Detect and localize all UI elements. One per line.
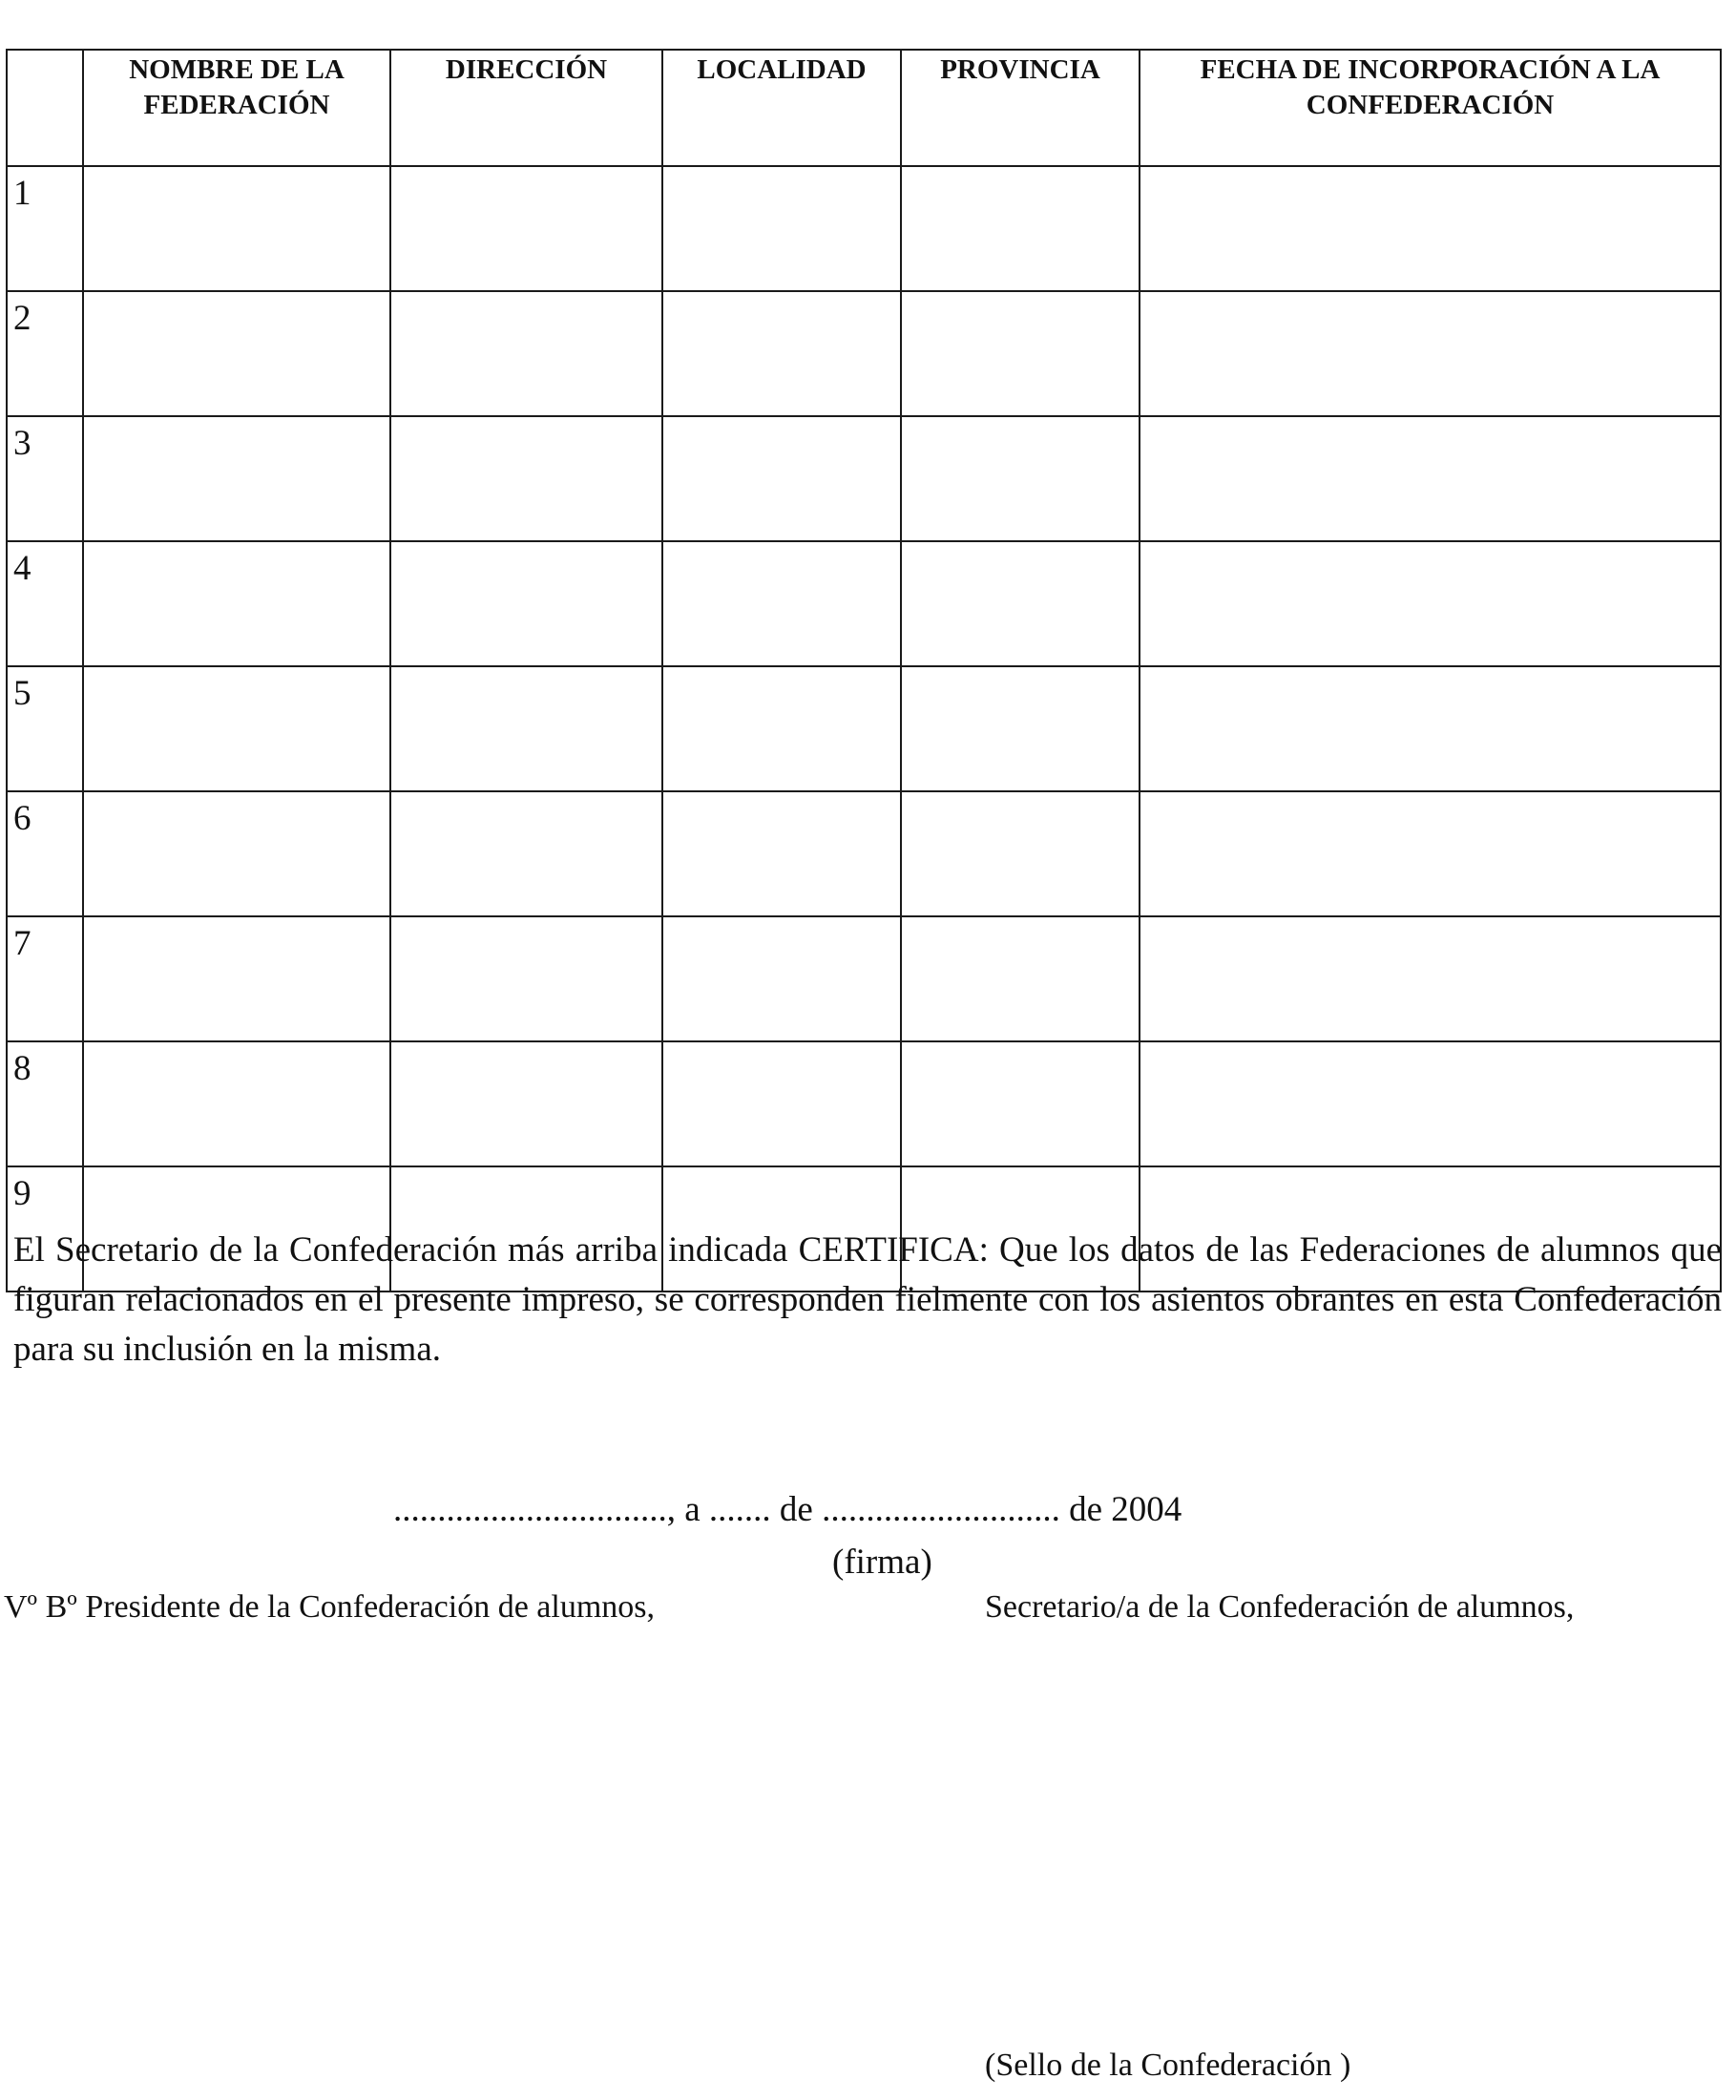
table-row: [7, 666, 1721, 791]
province-cell[interactable]: [901, 666, 1140, 791]
federation-name-cell[interactable]: [83, 666, 390, 791]
address-cell[interactable]: [390, 916, 662, 1041]
row-number: 6: [7, 791, 83, 916]
row-number: 8: [7, 1041, 83, 1166]
federation-name-cell[interactable]: [83, 916, 390, 1041]
table-row: [7, 916, 1721, 1041]
locality-cell[interactable]: [662, 416, 901, 541]
incorporation-date-cell[interactable]: [1140, 166, 1721, 291]
incorporation-date-cell[interactable]: [1140, 666, 1721, 791]
incorporation-date-cell[interactable]: [1140, 541, 1721, 666]
address-cell[interactable]: [390, 1041, 662, 1166]
province-cell[interactable]: [901, 541, 1140, 666]
locality-cell[interactable]: [662, 291, 901, 416]
row-number: 3: [7, 416, 83, 541]
locality-cell[interactable]: [662, 541, 901, 666]
province-cell[interactable]: [901, 1041, 1140, 1166]
province-cell[interactable]: [901, 291, 1140, 416]
header-province: PROVINCIA: [901, 50, 1140, 166]
header-incorporation-date: FECHA DE INCORPORACIÓN A LA CONFEDERACIÓN: [1140, 50, 1721, 166]
row-number: 4: [7, 541, 83, 666]
province-cell[interactable]: [901, 791, 1140, 916]
row-number: 2: [7, 291, 83, 416]
address-cell[interactable]: [390, 666, 662, 791]
table-row: [7, 166, 1721, 291]
address-cell[interactable]: [390, 166, 662, 291]
locality-cell[interactable]: [662, 666, 901, 791]
table-row: [7, 416, 1721, 541]
locality-cell[interactable]: [662, 1041, 901, 1166]
locality-cell[interactable]: [662, 166, 901, 291]
province-cell[interactable]: [901, 166, 1140, 291]
incorporation-date-cell[interactable]: [1140, 791, 1721, 916]
header-address: DIRECCIÓN: [390, 50, 662, 166]
table-row: [7, 291, 1721, 416]
seal-label: (Sello de la Confederación ): [985, 2048, 1351, 2083]
incorporation-date-cell[interactable]: [1140, 291, 1721, 416]
province-cell[interactable]: [901, 916, 1140, 1041]
locality-cell[interactable]: [662, 791, 901, 916]
header-federation-name: NOMBRE DE LA FEDERACIÓN: [83, 50, 390, 166]
address-cell[interactable]: [390, 541, 662, 666]
federation-name-cell[interactable]: [83, 541, 390, 666]
federation-name-cell[interactable]: [83, 166, 390, 291]
row-number: 9: [7, 1166, 83, 1292]
date-line: ..............................., a ....... de ........................... de 2004: [393, 1490, 1182, 1529]
federation-name-cell[interactable]: [83, 1041, 390, 1166]
row-number: 5: [7, 666, 83, 791]
federations-table: [6, 49, 1722, 1292]
header-number: [7, 50, 83, 166]
province-cell[interactable]: [901, 416, 1140, 541]
locality-cell[interactable]: [662, 916, 901, 1041]
row-number: 1: [7, 166, 83, 291]
certification-paragraph: El Secretario de la Confederación más arriba indicada CERTIFICA: Que los datos de las Federaciones de alumnos que figuran relacionados en el presente impreso, se corresponden fielmente con los asientos obrantes en esta Confederación para su inclusión en la misma.: [13, 1230, 1722, 1369]
incorporation-date-cell[interactable]: [1140, 1041, 1721, 1166]
signature-label: (firma): [832, 1543, 932, 1582]
table-row: [7, 541, 1721, 666]
address-cell[interactable]: [390, 791, 662, 916]
incorporation-date-cell[interactable]: [1140, 416, 1721, 541]
table-header-row: [7, 50, 1721, 166]
president-approval-label: Vº Bº Presidente de la Confederación de alumnos,: [4, 1589, 656, 1625]
table-row: [7, 791, 1721, 916]
row-number: 7: [7, 916, 83, 1041]
federation-name-cell[interactable]: [83, 291, 390, 416]
table-row: [7, 1041, 1721, 1166]
address-cell[interactable]: [390, 291, 662, 416]
address-cell[interactable]: [390, 416, 662, 541]
header-locality: LOCALIDAD: [662, 50, 901, 166]
incorporation-date-cell[interactable]: [1140, 916, 1721, 1041]
secretary-label: Secretario/a de la Confederación de alumnos,: [985, 1589, 1575, 1625]
federation-name-cell[interactable]: [83, 791, 390, 916]
federation-name-cell[interactable]: [83, 416, 390, 541]
